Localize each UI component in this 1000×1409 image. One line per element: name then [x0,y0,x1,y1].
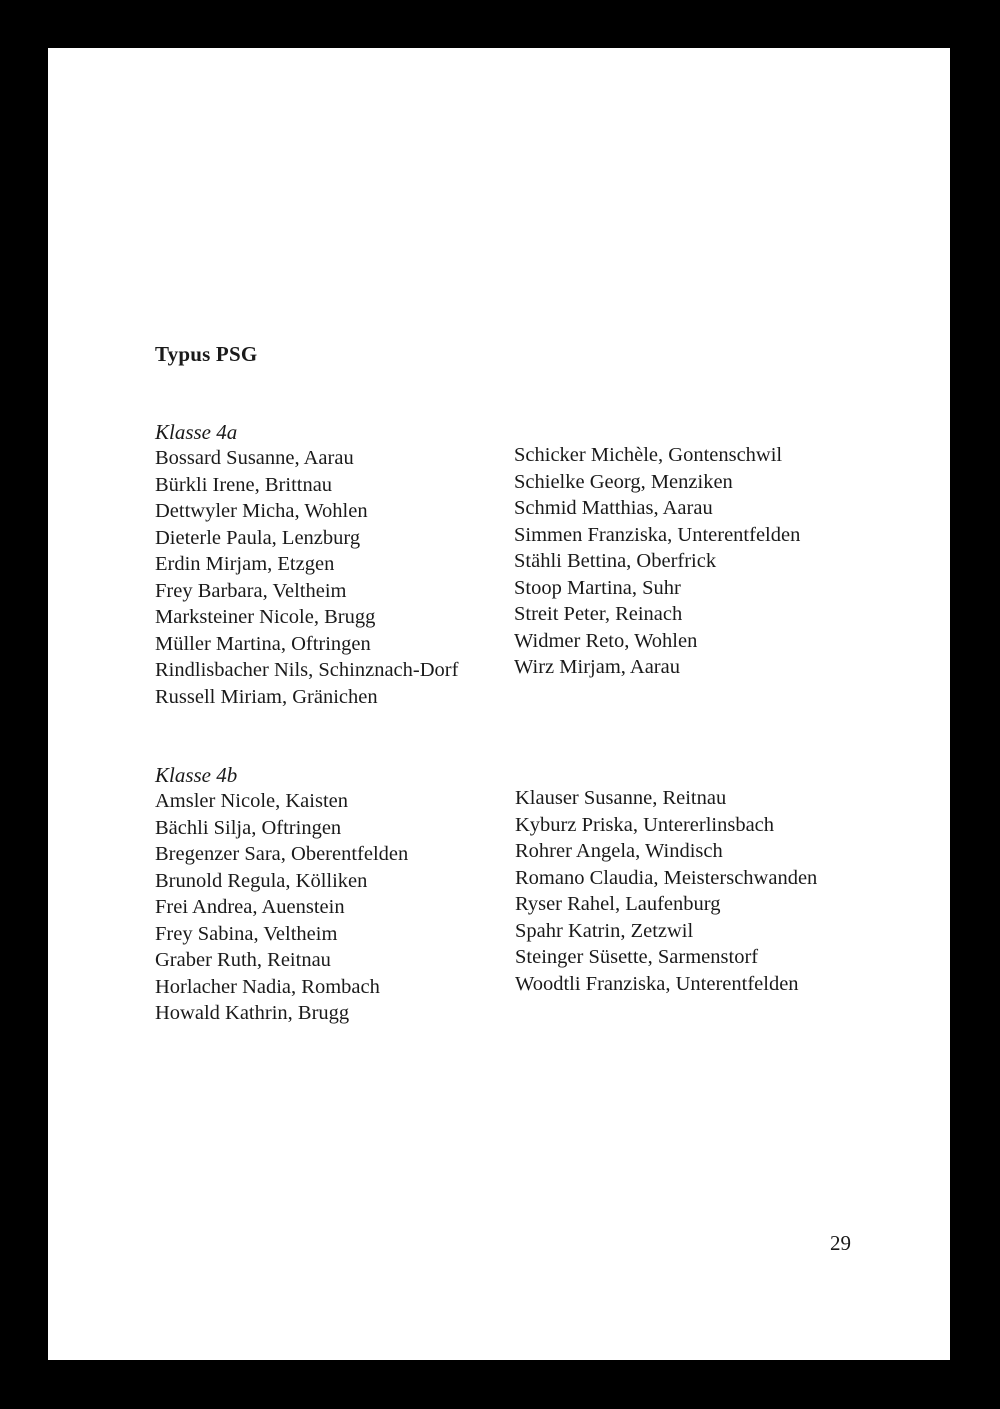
page-number: 29 [830,1231,851,1255]
student-entry: Stähli Bettina, Oberfrick [514,550,717,572]
student-entry: Frey Barbara, Veltheim [155,579,347,602]
student-entry: Dieterle Paula, Lenzburg [155,526,361,549]
class-4a-label: Klasse 4a [155,420,238,444]
student-entry: Steinger Süsette, Sarmenstorf [515,946,759,968]
student-entry: Widmer Reto, Wohlen [514,629,698,652]
student-entry: Romano Claudia, Meisterschwanden [515,866,818,889]
student-entry: Erdin Mirjam, Etzgen [155,553,335,575]
student-entry: Rohrer Angela, Windisch [515,840,723,862]
student-entry: Wirz Mirjam, Aarau [514,656,680,678]
student-entry: Horlacher Nadia, Rombach [155,975,380,998]
document-page [48,48,950,1360]
class-4a-right-list [514,442,800,681]
student-entry: Bossard Susanne, Aarau [155,447,354,469]
section-heading: Typus PSG [155,342,258,366]
student-entry: Stoop Martina, Suhr [514,576,681,599]
student-entry: Rindlisbacher Nils, Schinznach-Dorf [155,659,459,681]
student-entry: Bächli Silja, Oftringen [155,816,342,839]
student-entry: Dettwyler Micha, Wohlen [155,500,368,522]
student-entry: Graber Ruth, Reitnau [155,949,331,971]
class-4b-right-list [515,785,817,997]
student-entry: Simmen Franziska, Unterentfelden [514,523,801,546]
student-entry: Russell Miriam, Gränichen [155,685,378,708]
student-entry: Kyburz Priska, Untererlinsbach [515,813,775,836]
student-entry: Schmid Matthias, Aarau [514,497,713,519]
student-entry: Woodtli Franziska, Unterentfelden [515,972,799,995]
class-4b-label: Klasse 4b [155,763,238,787]
student-entry: Bregenzer Sara, Oberentfelden [155,843,409,865]
class-4a-left-list [155,445,458,710]
student-entry: Schielke Georg, Menziken [514,470,733,493]
student-entry: Schicker Michèle, Gontenschwil [514,444,783,466]
student-entry: Ryser Rahel, Laufenburg [515,893,721,915]
class-4b-left-list [155,788,408,1027]
student-entry: Klauser Susanne, Reitnau [515,787,727,809]
student-entry: Frei Andrea, Auenstein [155,896,345,918]
student-entry: Bürkli Irene, Brittnau [155,473,333,496]
student-entry: Spahr Katrin, Zetzwil [515,919,694,942]
student-entry: Amsler Nicole, Kaisten [155,790,348,812]
student-entry: Howald Kathrin, Brugg [155,1002,350,1024]
student-entry: Marksteiner Nicole, Brugg [155,606,376,628]
student-entry: Frey Sabina, Veltheim [155,922,338,945]
student-entry: Müller Martina, Oftringen [155,632,371,655]
student-entry: Streit Peter, Reinach [514,603,683,625]
student-entry: Brunold Regula, Kölliken [155,869,368,892]
